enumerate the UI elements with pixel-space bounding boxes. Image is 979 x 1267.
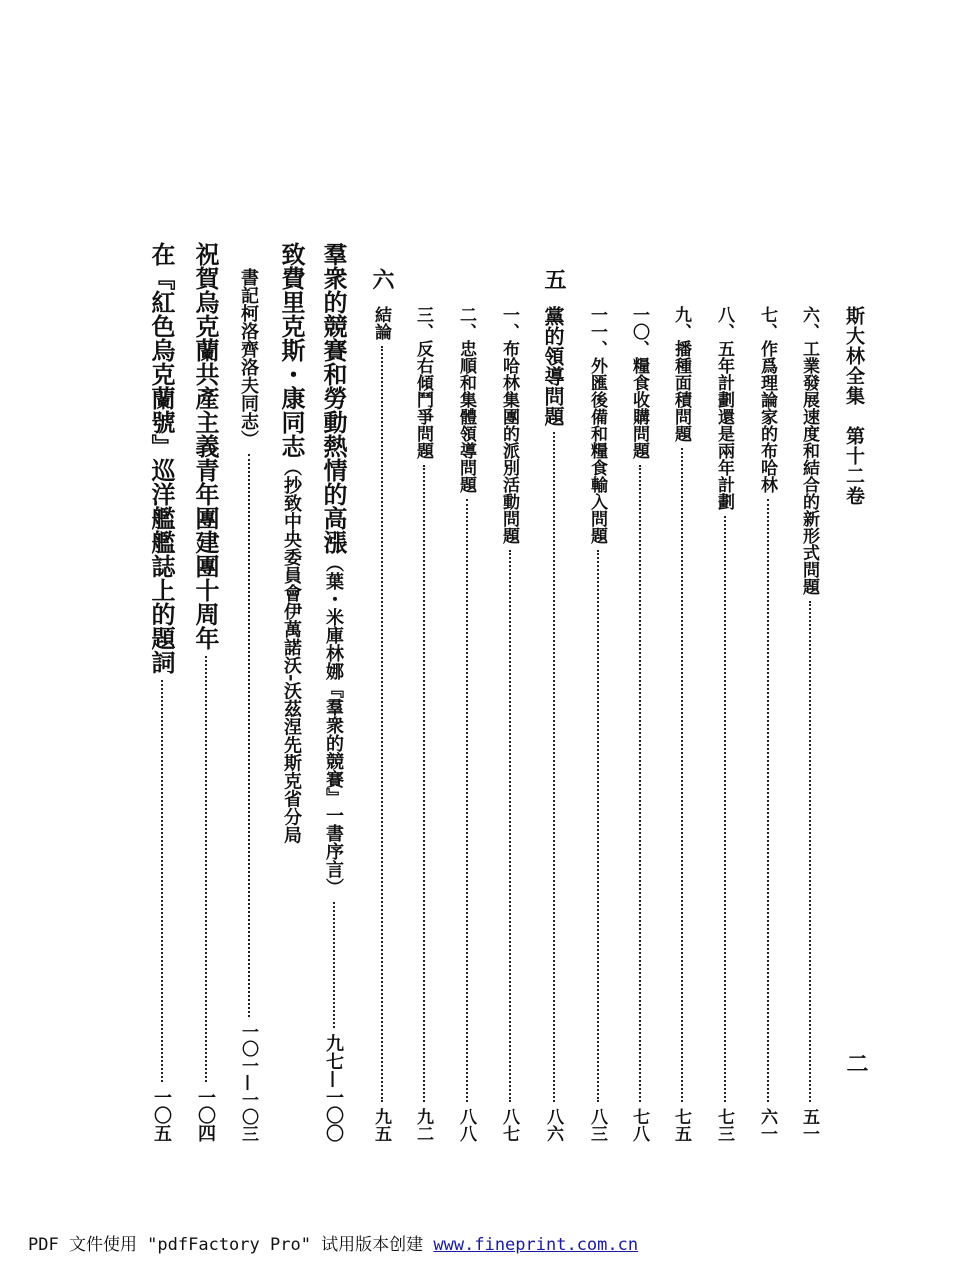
toc-entry-page: 七八 (629, 1108, 649, 1142)
toc-entry-page: 一〇五 (151, 1088, 172, 1142)
toc-entry-note: （抄致中央委員會伊萬諾沃-沃茲涅先斯克省分局 (281, 458, 302, 844)
toc-entry (318, 242, 348, 1142)
toc-entry-label: 七、作爲理論家的布哈林 (757, 306, 777, 493)
toc-entry (798, 306, 820, 1142)
running-header-page-number: 二 (843, 1052, 869, 1074)
toc-entry-page: 一〇一—一〇三 (238, 1023, 258, 1142)
toc-entry-page: 九七—一〇〇 (323, 1034, 344, 1142)
toc-entry-page: 八八 (456, 1108, 476, 1142)
leader-dots (639, 465, 641, 1102)
toc-entry-page: 一〇四 (195, 1088, 216, 1142)
toc-entry-label: 一一、外匯後備和糧食輸入問題 (587, 306, 607, 544)
toc-entry-label: 三、反右傾鬥爭問題 (413, 306, 433, 459)
toc-entry-label: 祝賀烏克蘭共產主義青年團建團十周年 (191, 242, 220, 650)
toc-entry-label: 二、忠順和集體領導問題 (456, 306, 476, 493)
leader-dots (809, 601, 811, 1102)
toc-entry (412, 306, 434, 1142)
section-number: 五 (541, 268, 567, 290)
toc-entry-label: 結論 (371, 306, 391, 340)
toc-entry (190, 242, 220, 1142)
toc-entry (498, 306, 520, 1142)
toc-entry (628, 306, 650, 1142)
leader-dots (597, 550, 599, 1102)
toc-entry-continuation (237, 268, 259, 1142)
section-number: 六 (369, 268, 395, 290)
leader-dots (553, 432, 555, 1102)
toc-entry-label: 一、布哈林集團的派別活動問題 (499, 306, 519, 544)
toc-entry-label: 羣衆的競賽和勞動熱情的高漲 (319, 242, 348, 554)
leader-dots (205, 656, 207, 1082)
toc-entry-label: 在『紅色烏克蘭號』巡洋艦艦誌上的題詞 (147, 242, 176, 674)
leader-dots (509, 550, 511, 1102)
toc-entry (370, 306, 392, 1142)
leader-dots (466, 499, 468, 1102)
toc-entry (542, 306, 564, 1142)
toc-entry-label: 一〇、糧食收購問題 (629, 306, 649, 459)
toc-entry-label: 八、五年計劃還是兩年計劃 (714, 306, 734, 510)
toc-entry-label: 致費里克斯・康同志 (277, 242, 306, 458)
toc-entry-label: 黨的領導問題 (541, 306, 565, 426)
toc-entry (276, 242, 306, 1142)
toc-entry (586, 306, 608, 1142)
toc-entry-label: 書記柯洛齊洛夫同志） (238, 268, 259, 448)
pdf-footer (28, 1230, 638, 1255)
leader-dots (681, 448, 683, 1102)
toc-entry-note: （葉・米庫林娜『羣衆的競賽』一書序言） (323, 554, 344, 896)
footer-text: PDF 文件使用 "pdfFactory Pro" 试用版本创建 (28, 1235, 434, 1255)
leader-dots (767, 499, 769, 1102)
toc-entry (756, 306, 778, 1142)
leader-dots (333, 902, 335, 1028)
toc-entry (713, 306, 735, 1142)
leader-dots (423, 465, 425, 1102)
running-header-title: 斯大林全集 第十二卷 (843, 306, 865, 506)
toc-entry (670, 306, 692, 1142)
footer-link[interactable]: www.fineprint.com.cn (433, 1235, 639, 1255)
toc-entry-label: 九、播種面積問題 (671, 306, 691, 442)
toc-entry-page: 七三 (714, 1108, 734, 1142)
leader-dots (381, 346, 383, 1102)
leader-dots (248, 454, 250, 1017)
toc-entry-page: 九五 (371, 1108, 391, 1142)
toc-entry-page: 八七 (499, 1108, 519, 1142)
toc-entry-page: 八六 (543, 1108, 563, 1142)
toc-entry (455, 306, 477, 1142)
toc-entry-page: 九二 (413, 1108, 433, 1142)
toc-entry (146, 242, 176, 1142)
leader-dots (161, 680, 163, 1082)
toc-entry-label: 六、工業發展速度和結合的新形式問題 (799, 306, 819, 595)
toc-entry-page: 八三 (587, 1108, 607, 1142)
toc-entry-page: 七五 (671, 1108, 691, 1142)
toc-entry-page: 五一 (799, 1108, 819, 1142)
leader-dots (724, 516, 726, 1102)
toc-entry-page: 六一 (757, 1108, 777, 1142)
